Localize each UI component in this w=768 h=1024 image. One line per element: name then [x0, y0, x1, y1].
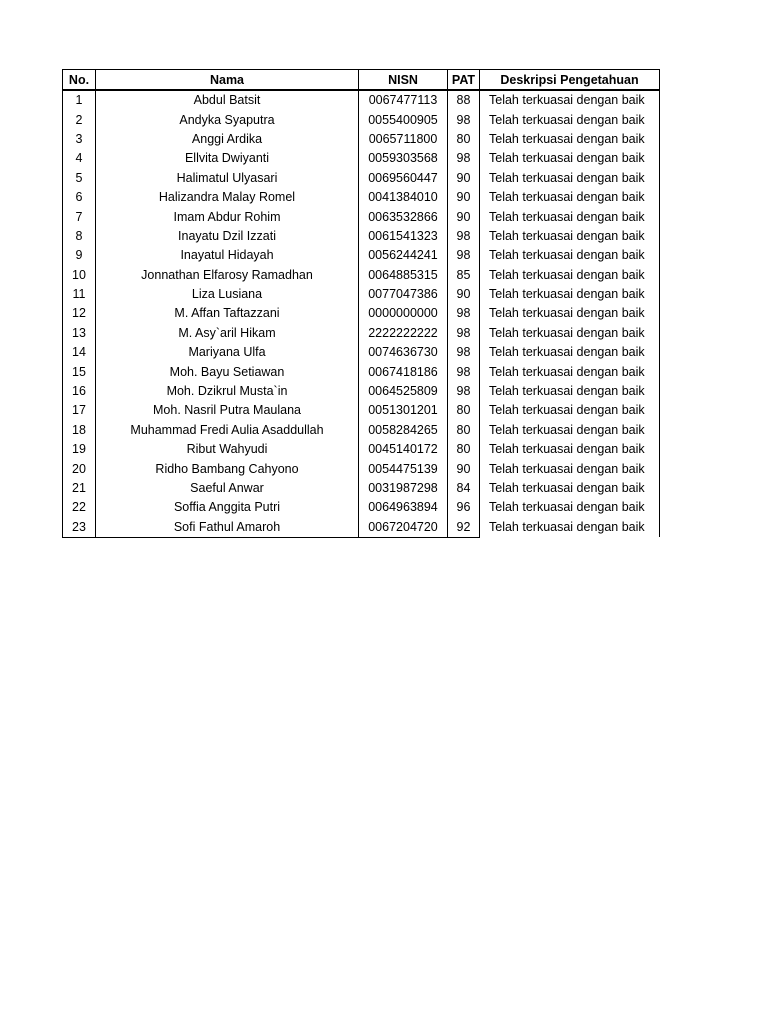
cell-no: 22 [63, 498, 96, 517]
table-row [63, 110, 660, 129]
cell-no: 7 [63, 207, 96, 226]
cell-no: 13 [63, 324, 96, 343]
cell-pat: 98 [448, 343, 480, 362]
cell-nisn: 0055400905 [359, 110, 448, 129]
cell-nisn: 0067477113 [359, 90, 448, 110]
cell-deskripsi: Telah terkuasai dengan baik [480, 498, 660, 517]
cell-nisn: 0051301201 [359, 401, 448, 420]
cell-nama: Soffia Anggita Putri [96, 498, 359, 517]
cell-nama: Moh. Dzikrul Musta`in [96, 382, 359, 401]
cell-pat: 80 [448, 401, 480, 420]
cell-nisn: 0031987298 [359, 479, 448, 498]
cell-pat: 98 [448, 304, 480, 323]
cell-no: 15 [63, 362, 96, 381]
cell-no: 2 [63, 110, 96, 129]
cell-no: 17 [63, 401, 96, 420]
cell-nama: Mariyana Ulfa [96, 343, 359, 362]
student-grades-table [62, 69, 660, 538]
cell-nisn: 0058284265 [359, 421, 448, 440]
cell-nama: Andyka Syaputra [96, 110, 359, 129]
cell-pat: 98 [448, 362, 480, 381]
cell-nama: Saeful Anwar [96, 479, 359, 498]
cell-pat: 98 [448, 324, 480, 343]
cell-deskripsi: Telah terkuasai dengan baik [480, 421, 660, 440]
cell-nisn: 0065711800 [359, 130, 448, 149]
cell-nisn: 0064885315 [359, 266, 448, 285]
cell-pat: 84 [448, 479, 480, 498]
table-row [63, 498, 660, 517]
cell-deskripsi: Telah terkuasai dengan baik [480, 362, 660, 381]
cell-no: 5 [63, 169, 96, 188]
cell-deskripsi: Telah terkuasai dengan baik [480, 110, 660, 129]
cell-pat: 80 [448, 421, 480, 440]
cell-deskripsi: Telah terkuasai dengan baik [480, 440, 660, 459]
cell-deskripsi: Telah terkuasai dengan baik [480, 285, 660, 304]
cell-pat: 90 [448, 285, 480, 304]
table-body [63, 90, 660, 537]
cell-pat: 90 [448, 207, 480, 226]
cell-no: 23 [63, 518, 96, 538]
cell-deskripsi: Telah terkuasai dengan baik [480, 130, 660, 149]
cell-no: 12 [63, 304, 96, 323]
table-row [63, 149, 660, 168]
table-row [63, 362, 660, 381]
cell-no: 4 [63, 149, 96, 168]
cell-pat: 88 [448, 90, 480, 110]
cell-nisn: 0067418186 [359, 362, 448, 381]
header-row [63, 70, 660, 91]
cell-deskripsi: Telah terkuasai dengan baik [480, 90, 660, 110]
cell-nisn: 0063532866 [359, 207, 448, 226]
cell-deskripsi: Telah terkuasai dengan baik [480, 266, 660, 285]
table-row [63, 343, 660, 362]
cell-no: 6 [63, 188, 96, 207]
cell-no: 1 [63, 90, 96, 110]
table-row [63, 421, 660, 440]
cell-no: 9 [63, 246, 96, 265]
cell-nama: Halizandra Malay Romel [96, 188, 359, 207]
cell-nama: M. Asy`aril Hikam [96, 324, 359, 343]
header-pat: PAT [448, 70, 480, 91]
cell-no: 21 [63, 479, 96, 498]
cell-deskripsi: Telah terkuasai dengan baik [480, 382, 660, 401]
header-no: No. [63, 70, 96, 91]
cell-deskripsi: Telah terkuasai dengan baik [480, 227, 660, 246]
header-nama: Nama [96, 70, 359, 91]
cell-nama: Halimatul Ulyasari [96, 169, 359, 188]
cell-nisn: 0054475139 [359, 459, 448, 478]
cell-deskripsi: Telah terkuasai dengan baik [480, 459, 660, 478]
table-row [63, 130, 660, 149]
cell-deskripsi: Telah terkuasai dengan baik [480, 188, 660, 207]
cell-pat: 98 [448, 382, 480, 401]
cell-pat: 98 [448, 227, 480, 246]
cell-nisn: 0067204720 [359, 518, 448, 538]
cell-no: 19 [63, 440, 96, 459]
cell-nisn: 0045140172 [359, 440, 448, 459]
cell-nama: Ridho Bambang Cahyono [96, 459, 359, 478]
cell-deskripsi: Telah terkuasai dengan baik [480, 479, 660, 498]
cell-pat: 98 [448, 149, 480, 168]
cell-pat: 96 [448, 498, 480, 517]
table-row [63, 207, 660, 226]
cell-no: 20 [63, 459, 96, 478]
cell-nama: Sofi Fathul Amaroh [96, 518, 359, 538]
cell-nisn: 0074636730 [359, 343, 448, 362]
cell-pat: 80 [448, 130, 480, 149]
cell-deskripsi: Telah terkuasai dengan baik [480, 324, 660, 343]
table-row [63, 401, 660, 420]
cell-nama: Anggi Ardika [96, 130, 359, 149]
cell-deskripsi: Telah terkuasai dengan baik [480, 169, 660, 188]
table-row [63, 285, 660, 304]
cell-nama: Muhammad Fredi Aulia Asaddullah [96, 421, 359, 440]
cell-nama: Moh. Nasril Putra Maulana [96, 401, 359, 420]
cell-nisn: 0056244241 [359, 246, 448, 265]
cell-pat: 80 [448, 440, 480, 459]
table-row [63, 188, 660, 207]
cell-no: 11 [63, 285, 96, 304]
table-row [63, 246, 660, 265]
cell-deskripsi: Telah terkuasai dengan baik [480, 401, 660, 420]
cell-nama: Moh. Bayu Setiawan [96, 362, 359, 381]
table-row [63, 304, 660, 323]
cell-nisn: 0000000000 [359, 304, 448, 323]
table-row [63, 169, 660, 188]
cell-pat: 92 [448, 518, 480, 538]
cell-nama: Abdul Batsit [96, 90, 359, 110]
table-row [63, 382, 660, 401]
cell-pat: 98 [448, 110, 480, 129]
cell-deskripsi: Telah terkuasai dengan baik [480, 304, 660, 323]
cell-no: 3 [63, 130, 96, 149]
cell-pat: 85 [448, 266, 480, 285]
table-row [63, 324, 660, 343]
cell-deskripsi: Telah terkuasai dengan baik [480, 207, 660, 226]
table-row [63, 479, 660, 498]
cell-nama: Inayatul Hidayah [96, 246, 359, 265]
cell-nama: Imam Abdur Rohim [96, 207, 359, 226]
cell-nisn: 0061541323 [359, 227, 448, 246]
cell-pat: 90 [448, 169, 480, 188]
header-nisn: NISN [359, 70, 448, 91]
cell-nama: Liza Lusiana [96, 285, 359, 304]
cell-nisn: 0064525809 [359, 382, 448, 401]
cell-nisn: 0059303568 [359, 149, 448, 168]
table-row [63, 227, 660, 246]
cell-nisn: 0041384010 [359, 188, 448, 207]
cell-deskripsi: Telah terkuasai dengan baik [480, 149, 660, 168]
cell-no: 14 [63, 343, 96, 362]
cell-no: 18 [63, 421, 96, 440]
cell-nisn: 0064963894 [359, 498, 448, 517]
cell-nisn: 0077047386 [359, 285, 448, 304]
cell-nisn: 0069560447 [359, 169, 448, 188]
cell-nisn: 2222222222 [359, 324, 448, 343]
table-row [63, 90, 660, 110]
cell-nama: Ellvita Dwiyanti [96, 149, 359, 168]
cell-pat: 90 [448, 459, 480, 478]
cell-no: 8 [63, 227, 96, 246]
cell-pat: 98 [448, 246, 480, 265]
cell-deskripsi: Telah terkuasai dengan baik [480, 518, 660, 538]
cell-deskripsi: Telah terkuasai dengan baik [480, 343, 660, 362]
cell-nama: Jonnathan Elfarosy Ramadhan [96, 266, 359, 285]
cell-nama: M. Affan Taftazzani [96, 304, 359, 323]
cell-nama: Ribut Wahyudi [96, 440, 359, 459]
cell-deskripsi: Telah terkuasai dengan baik [480, 246, 660, 265]
cell-pat: 90 [448, 188, 480, 207]
cell-no: 10 [63, 266, 96, 285]
cell-no: 16 [63, 382, 96, 401]
header-deskripsi: Deskripsi Pengetahuan [480, 70, 660, 91]
table-row [63, 440, 660, 459]
table-row [63, 266, 660, 285]
cell-nama: Inayatu Dzil Izzati [96, 227, 359, 246]
table-row [63, 518, 660, 538]
table-row [63, 459, 660, 478]
